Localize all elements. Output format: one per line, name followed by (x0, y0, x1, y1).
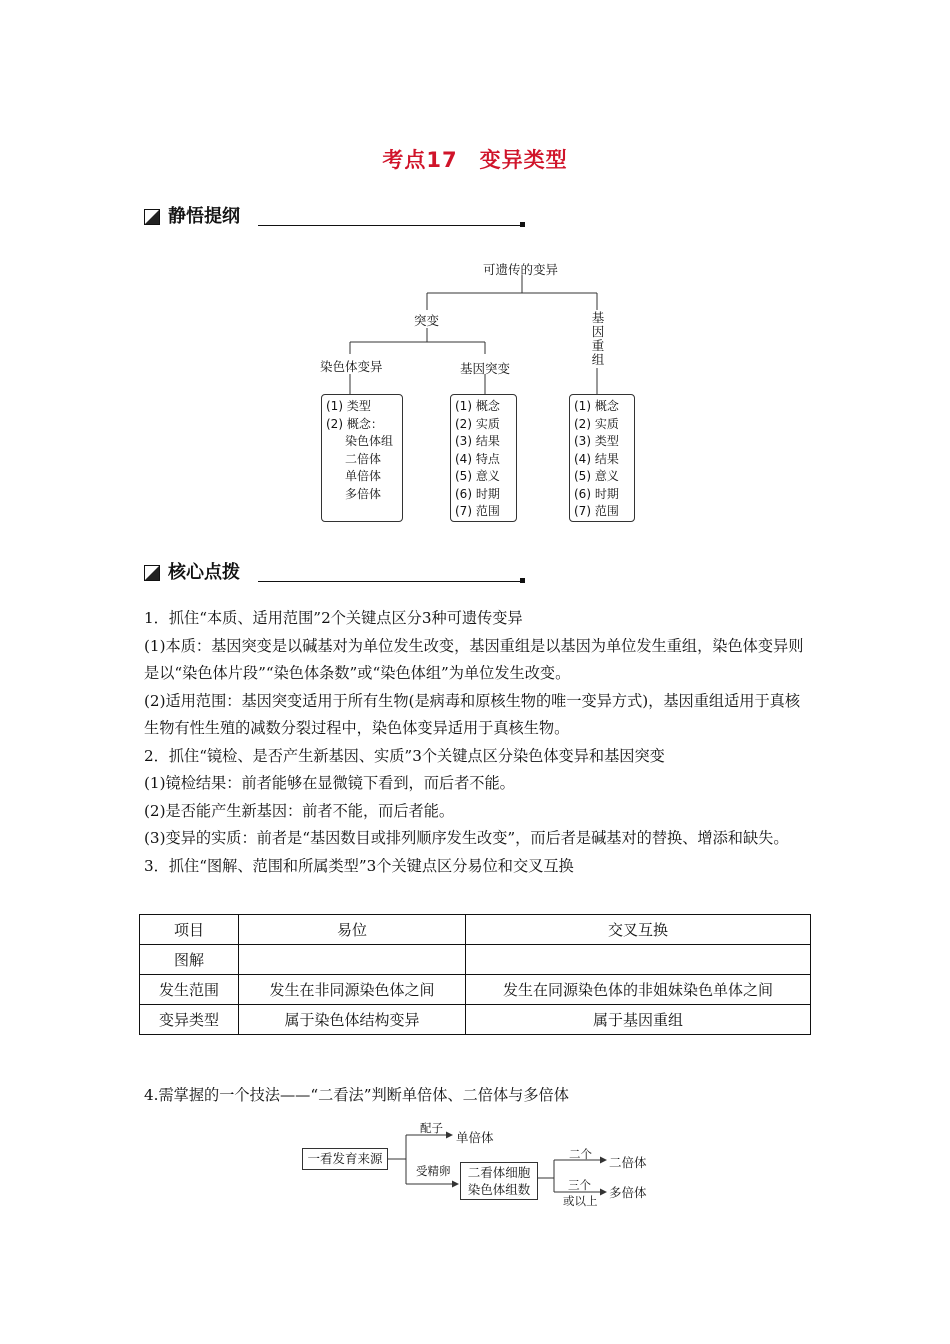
divider (258, 225, 522, 226)
paragraph: (3)变异的实质：前者是“基因数目或排列顺序发生改变”，而后者是碱基对的替换、增添和缺失。 (144, 829, 789, 847)
list-item: (6) 时期 (574, 486, 619, 501)
flow-three-label: 三个 (568, 1178, 591, 1192)
flow-diploid-label: 二倍体 (609, 1155, 647, 1170)
table-cell: 发生在同源染色体的非姐妹染色单体之间 (466, 975, 811, 1005)
divider (258, 581, 522, 582)
flow-start-box: 一看发育来源 (302, 1148, 388, 1170)
table-header-row (140, 915, 811, 945)
paragraph: 2．抓住“镜检、是否产生新基因、实质”3个关键点区分染色体变异和基因突变 (144, 746, 665, 765)
list-item: 单倍体 (345, 469, 382, 483)
list-item: (7) 范围 (455, 504, 500, 518)
list-item: (4) 结果 (574, 451, 619, 466)
key-points-body (144, 605, 810, 880)
flow-second-look-box (460, 1162, 538, 1200)
table-cell: 属于基因重组 (466, 1005, 811, 1035)
section-title: 静悟提纲 (168, 206, 240, 227)
list-item: (2) 实质 (455, 416, 500, 431)
section-title: 核心点拨 (168, 562, 240, 583)
gene-recombination-box (569, 394, 635, 522)
table-row (140, 945, 811, 975)
paragraph: 1．抓住“本质、适用范围”2个关键点区分3种可遗传变异 (144, 609, 523, 627)
tree-root-label: 可遗传的变异 (483, 262, 559, 277)
list-item: (1) 概念 (455, 399, 500, 413)
section-marker-icon (144, 565, 160, 581)
list-item: (2) 实质 (574, 416, 619, 431)
page-title: 考点17 变异类型 (382, 148, 568, 172)
list-item: (7) 范围 (574, 504, 619, 518)
paragraph: (1)本质：基因突变是以碱基对为单位发生改变，基因重组是以基因为单位发生重组，染色体变异则是以“染色体片段”“染色体条数”或“染色体组”为单位发生改变。 (144, 636, 804, 682)
paragraph: 3．抓住“图解、范围和所属类型”3个关键点区分易位和交叉互换 (144, 856, 574, 875)
list-item: (6) 时期 (455, 486, 500, 501)
flow-fertilized-label: 受精卵 (416, 1164, 451, 1178)
flow-haploid-label: 单倍体 (456, 1130, 494, 1145)
flow-second-look-line: 二看体细胞 (467, 1165, 531, 1180)
divider-end-dot (520, 578, 525, 583)
paragraph: (2)适用范围：基因突变适用于所有生物(是病毒和原核生物的唯一变异方式)，基因重组适用于真核生物有性生殖的减数分裂过程中，染色体变异适用于真核生物。 (144, 691, 801, 737)
flow-gamete-label: 配子 (420, 1121, 443, 1135)
list-item: (5) 意义 (455, 469, 500, 483)
paragraph: (2)是否能产生新基因：前者不能，而后者能。 (144, 801, 455, 820)
tree-chromosome-variation-label: 染色体变异 (320, 359, 383, 374)
table-row (140, 1005, 811, 1035)
table-cell: 变异类型 (140, 1005, 239, 1035)
table-cell: 发生范围 (140, 975, 239, 1005)
table-header-cell: 交叉互换 (466, 915, 811, 945)
list-item: (4) 特点 (455, 451, 500, 466)
table-header-cell: 易位 (239, 915, 466, 945)
section-heading-outline (144, 204, 240, 228)
comparison-table (139, 914, 811, 1035)
flow-or-more-label: 或以上 (563, 1194, 598, 1208)
list-item: (1) 概念 (574, 399, 619, 413)
table-cell: 图解 (140, 945, 239, 975)
section-marker-icon (144, 209, 160, 225)
table-cell (239, 945, 466, 975)
flow-two-label: 二个 (569, 1147, 592, 1161)
list-item: 多倍体 (345, 486, 382, 501)
flow-second-look-line: 染色体组数 (467, 1182, 531, 1197)
divider-end-dot (520, 222, 525, 227)
table-cell (466, 945, 811, 975)
flow-polyploid-label: 多倍体 (609, 1185, 647, 1200)
paragraph: (1)镜检结果：前者能够在显微镜下看到，而后者不能。 (144, 774, 515, 792)
section-heading-key-points (144, 560, 240, 584)
list-item: (2) 概念： (326, 416, 383, 431)
list-item: (3) 类型 (574, 434, 619, 448)
table-cell: 发生在非同源染色体之间 (239, 975, 466, 1005)
tree-gene-mutation-label: 基因突变 (460, 361, 511, 376)
list-item: 二倍体 (345, 451, 382, 466)
list-item: (1) 类型 (326, 399, 371, 413)
list-item: 染色体组 (345, 434, 394, 448)
gene-mutation-box (450, 394, 517, 522)
list-item: (3) 结果 (455, 434, 500, 448)
point-4-heading: 4.需掌握的一个技法——“二看法”判断单倍体、二倍体与多倍体 (144, 1086, 569, 1104)
table-row (140, 975, 811, 1005)
tree-recombination-label: 基 因 重 组 (591, 310, 605, 367)
table-cell: 属于染色体结构变异 (239, 1005, 466, 1035)
chromosome-variation-box (321, 394, 403, 522)
list-item: (5) 意义 (574, 469, 619, 483)
tree-mutation-label: 突变 (414, 313, 440, 328)
table-header-cell: 项目 (140, 915, 239, 945)
